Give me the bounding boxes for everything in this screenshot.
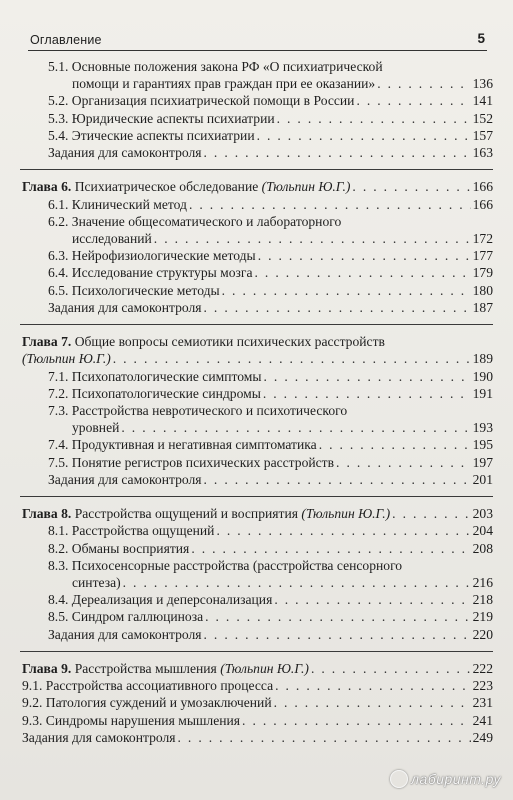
entry-title: Задания для самоконтроля <box>22 729 176 745</box>
entry-title: Задания для самоконтроля <box>48 299 202 315</box>
entry-title: уровней <box>72 420 120 436</box>
entry-page: 166 <box>472 196 493 212</box>
entry-title: 5.1. Основные положения закона РФ «О психиатрической <box>48 59 383 74</box>
dot-leader <box>113 350 471 367</box>
chapter-title <box>22 178 350 195</box>
chapter-heading <box>22 333 493 350</box>
entry-page: 241 <box>472 712 493 728</box>
dot-leader <box>392 505 470 522</box>
chapter-7 <box>22 333 493 488</box>
entry-title: 9.1. Расстройства ассоциативного процесса <box>22 678 274 694</box>
entry-page: 201 <box>472 471 493 487</box>
toc-entry <box>22 196 493 213</box>
dot-leader <box>263 385 471 402</box>
toc-entry-line <box>22 574 493 591</box>
dot-leader <box>189 196 471 213</box>
entry-page: 208 <box>472 540 493 556</box>
page-number: 5 <box>477 31 485 46</box>
dot-leader <box>264 368 471 385</box>
dot-leader <box>319 436 471 453</box>
entry-page: 223 <box>472 678 493 694</box>
entry-title: 5.4. Этические аспекты психиатрии <box>48 127 255 143</box>
table-of-contents <box>22 58 493 746</box>
toc-entry-line <box>22 471 493 488</box>
dot-leader <box>191 540 470 557</box>
header-title: Оглавление <box>30 33 102 47</box>
chapter-title <box>22 505 390 522</box>
toc-entry <box>22 557 493 591</box>
entry-title: Задания для самоконтроля <box>48 471 202 487</box>
toc-entry <box>22 540 493 557</box>
entry-page: 163 <box>472 145 493 161</box>
toc-entry-line <box>22 144 493 161</box>
chapter-page: 189 <box>472 351 493 367</box>
toc-entry <box>22 694 493 711</box>
dot-leader <box>216 522 470 539</box>
toc-entry-line <box>22 677 493 694</box>
dot-leader <box>123 574 471 591</box>
toc-entry-line <box>22 282 493 299</box>
entry-title: исследований <box>72 231 152 247</box>
toc-entry <box>22 247 493 264</box>
toc-entry <box>22 127 493 144</box>
chapter-9 <box>22 660 493 746</box>
entry-title: помощи и гарантиях прав граждан при ее оказании» <box>72 76 376 92</box>
toc-entry <box>22 213 493 247</box>
chapter-title <box>22 333 385 350</box>
entry-title: 6.2. Значение общесоматического и лабораторного <box>48 213 342 229</box>
toc-entry-line <box>22 436 493 453</box>
toc-entry-line <box>22 230 493 247</box>
chapter-author-line <box>22 350 111 367</box>
chapter-heading <box>22 178 493 195</box>
entry-page: 172 <box>472 231 493 247</box>
toc-entry-line <box>22 368 493 385</box>
entry-title: 7.2. Психопатологические синдромы <box>48 385 261 401</box>
dot-leader <box>356 92 470 109</box>
toc-entry-line <box>22 608 493 625</box>
entry-page: 141 <box>472 93 493 109</box>
chapter-8 <box>22 505 493 643</box>
entry-title: 7.3. Расстройства невротического и психотического <box>48 403 348 419</box>
dot-leader <box>204 471 471 488</box>
toc-entry-line <box>22 196 493 213</box>
dot-leader <box>178 729 471 746</box>
entry-title: 6.1. Клинический метод <box>48 196 187 212</box>
dot-leader <box>311 660 471 677</box>
entry-title: 8.5. Синдром галлюциноза <box>48 609 204 625</box>
entry-title: 7.5. Понятие регистров психических расстройств <box>48 454 335 470</box>
dot-leader <box>258 247 471 264</box>
toc-entry-line <box>22 626 493 643</box>
toc-entry-line <box>22 591 493 608</box>
entry-title: 6.4. Исследование структуры мозга <box>48 265 253 281</box>
entry-title: 6.3. Нейрофизиологические методы <box>48 248 256 264</box>
toc-entry <box>22 454 493 471</box>
entry-title: синтеза) <box>72 575 121 591</box>
entry-page: 204 <box>472 523 493 539</box>
chapter-title <box>22 660 309 677</box>
dot-leader <box>352 178 470 195</box>
toc-entry <box>22 729 493 746</box>
dot-leader <box>204 299 471 316</box>
dot-leader <box>274 694 471 711</box>
entry-title: 6.5. Психологические методы <box>48 282 220 298</box>
toc-entry-line <box>22 712 493 729</box>
chapter-page: 203 <box>472 506 493 522</box>
chapter-heading <box>22 505 493 522</box>
toc-entry-line <box>22 247 493 264</box>
chapter-author: (Тюльпин Ю.Г.) <box>261 179 351 195</box>
toc-entry <box>22 522 493 539</box>
toc-entry-line <box>22 419 493 436</box>
chapter-author: (Тюльпин Ю.Г.) <box>22 351 111 367</box>
chapter-name: Общие вопросы семиотики психических расстройств <box>74 334 385 350</box>
dot-leader <box>274 591 470 608</box>
entry-page: 231 <box>472 695 493 711</box>
toc-entry <box>22 608 493 625</box>
entry-title: 8.4. Дереализация и деперсонализация <box>48 592 273 608</box>
toc-entry-line <box>22 729 493 746</box>
toc-entry-line <box>22 58 493 75</box>
entry-page: 220 <box>472 626 493 642</box>
entry-title: Задания для самоконтроля <box>48 626 202 642</box>
entry-page: 190 <box>472 368 493 384</box>
section-5-entries <box>22 58 493 161</box>
dot-leader <box>336 454 471 471</box>
chapter-name: Расстройства мышления <box>74 661 217 677</box>
toc-entry <box>22 282 493 299</box>
toc-entry <box>22 264 493 281</box>
chapter-label: Глава 7. <box>22 334 72 350</box>
dot-leader <box>205 608 470 625</box>
toc-entry <box>22 626 493 643</box>
toc-entry-line <box>22 694 493 711</box>
toc-entry <box>22 368 493 385</box>
chapter-heading <box>22 660 493 677</box>
toc-entry-line <box>22 127 493 144</box>
entry-title: 8.2. Обманы восприятия <box>48 540 190 556</box>
toc-entry <box>22 712 493 729</box>
dot-leader <box>121 419 470 436</box>
toc-entry-line <box>22 92 493 109</box>
toc-entry-line <box>22 213 493 230</box>
entry-page: 195 <box>472 437 493 453</box>
entry-page: 218 <box>472 592 493 608</box>
dot-leader <box>275 677 470 694</box>
toc-entry <box>22 58 493 92</box>
toc-entry <box>22 591 493 608</box>
dot-leader <box>255 264 471 281</box>
dot-leader <box>204 626 471 643</box>
entry-page: 187 <box>472 299 493 315</box>
dot-leader <box>277 110 471 127</box>
entry-page: 249 <box>472 729 493 745</box>
entry-title: 8.3. Психосенсорные расстройства (расстройства сенсорного <box>48 557 403 573</box>
toc-entry <box>22 402 493 436</box>
chapter-author: (Тюльпин Ю.Г.) <box>220 661 309 677</box>
toc-entry <box>22 436 493 453</box>
chapter-6 <box>22 178 493 316</box>
toc-entry <box>22 299 493 316</box>
entry-title: Задания для самоконтроля <box>48 145 202 161</box>
toc-entry <box>22 110 493 127</box>
dot-leader <box>257 127 471 144</box>
entry-page: 157 <box>472 127 493 143</box>
separator <box>20 169 493 170</box>
toc-entry-line <box>22 454 493 471</box>
dot-leader <box>154 230 471 247</box>
toc-entry <box>22 385 493 402</box>
chapter-label: Глава 9. <box>22 661 72 677</box>
toc-entry <box>22 144 493 161</box>
toc-entry <box>22 677 493 694</box>
chapter-author: (Тюльпин Ю.Г.) <box>301 506 391 522</box>
toc-entry <box>22 471 493 488</box>
entry-page: 197 <box>472 454 493 470</box>
toc-entry-line <box>22 385 493 402</box>
toc-entry-line <box>22 402 493 419</box>
entry-page: 193 <box>472 420 493 436</box>
entry-title: 9.3. Синдромы нарушения мышления <box>22 712 241 728</box>
dot-leader <box>242 712 471 729</box>
entry-page: 191 <box>472 385 493 401</box>
chapter-page: 222 <box>472 661 493 677</box>
dot-leader <box>204 144 471 161</box>
entry-title: 7.1. Психопатологические симптомы <box>48 368 262 384</box>
entry-page: 152 <box>472 110 493 126</box>
toc-entry <box>22 92 493 109</box>
dot-leader <box>222 282 471 299</box>
separator <box>20 496 493 497</box>
toc-entry-line <box>22 75 493 92</box>
entry-page: 180 <box>472 282 493 298</box>
entry-title: 8.1. Расстройства ощущений <box>48 523 215 539</box>
entry-title: 5.3. Юридические аспекты психиатрии <box>48 110 275 126</box>
toc-entry-line <box>22 540 493 557</box>
entry-page: 216 <box>472 575 493 591</box>
entry-title: 9.2. Патология суждений и умозаключений <box>22 695 272 711</box>
entry-page: 219 <box>472 609 493 625</box>
entry-title: 5.2. Организация психиатрической помощи в России <box>48 93 355 109</box>
running-header <box>28 30 487 51</box>
toc-entry-line <box>22 522 493 539</box>
separator <box>20 324 493 325</box>
chapter-heading-cont <box>22 350 493 367</box>
toc-entry-line <box>22 110 493 127</box>
chapter-page: 166 <box>472 179 493 195</box>
entry-page: 179 <box>472 265 493 281</box>
separator <box>20 651 493 652</box>
chapter-label: Глава 6. <box>22 179 72 195</box>
watermark-logo: лабиринт.ру <box>390 771 501 789</box>
toc-entry-line <box>22 299 493 316</box>
toc-entry-line <box>22 557 493 574</box>
chapter-name: Расстройства ощущений и восприятия <box>74 506 298 522</box>
entry-title: 7.4. Продуктивная и негативная симптоматика <box>48 437 317 453</box>
entry-page: 177 <box>472 248 493 264</box>
logo-circle-icon <box>390 770 408 788</box>
entry-page: 136 <box>472 76 493 92</box>
toc-entry-line <box>22 264 493 281</box>
dot-leader <box>377 75 470 92</box>
chapter-name: Психиатрическое обследование <box>74 179 259 195</box>
chapter-label: Глава 8. <box>22 506 72 522</box>
